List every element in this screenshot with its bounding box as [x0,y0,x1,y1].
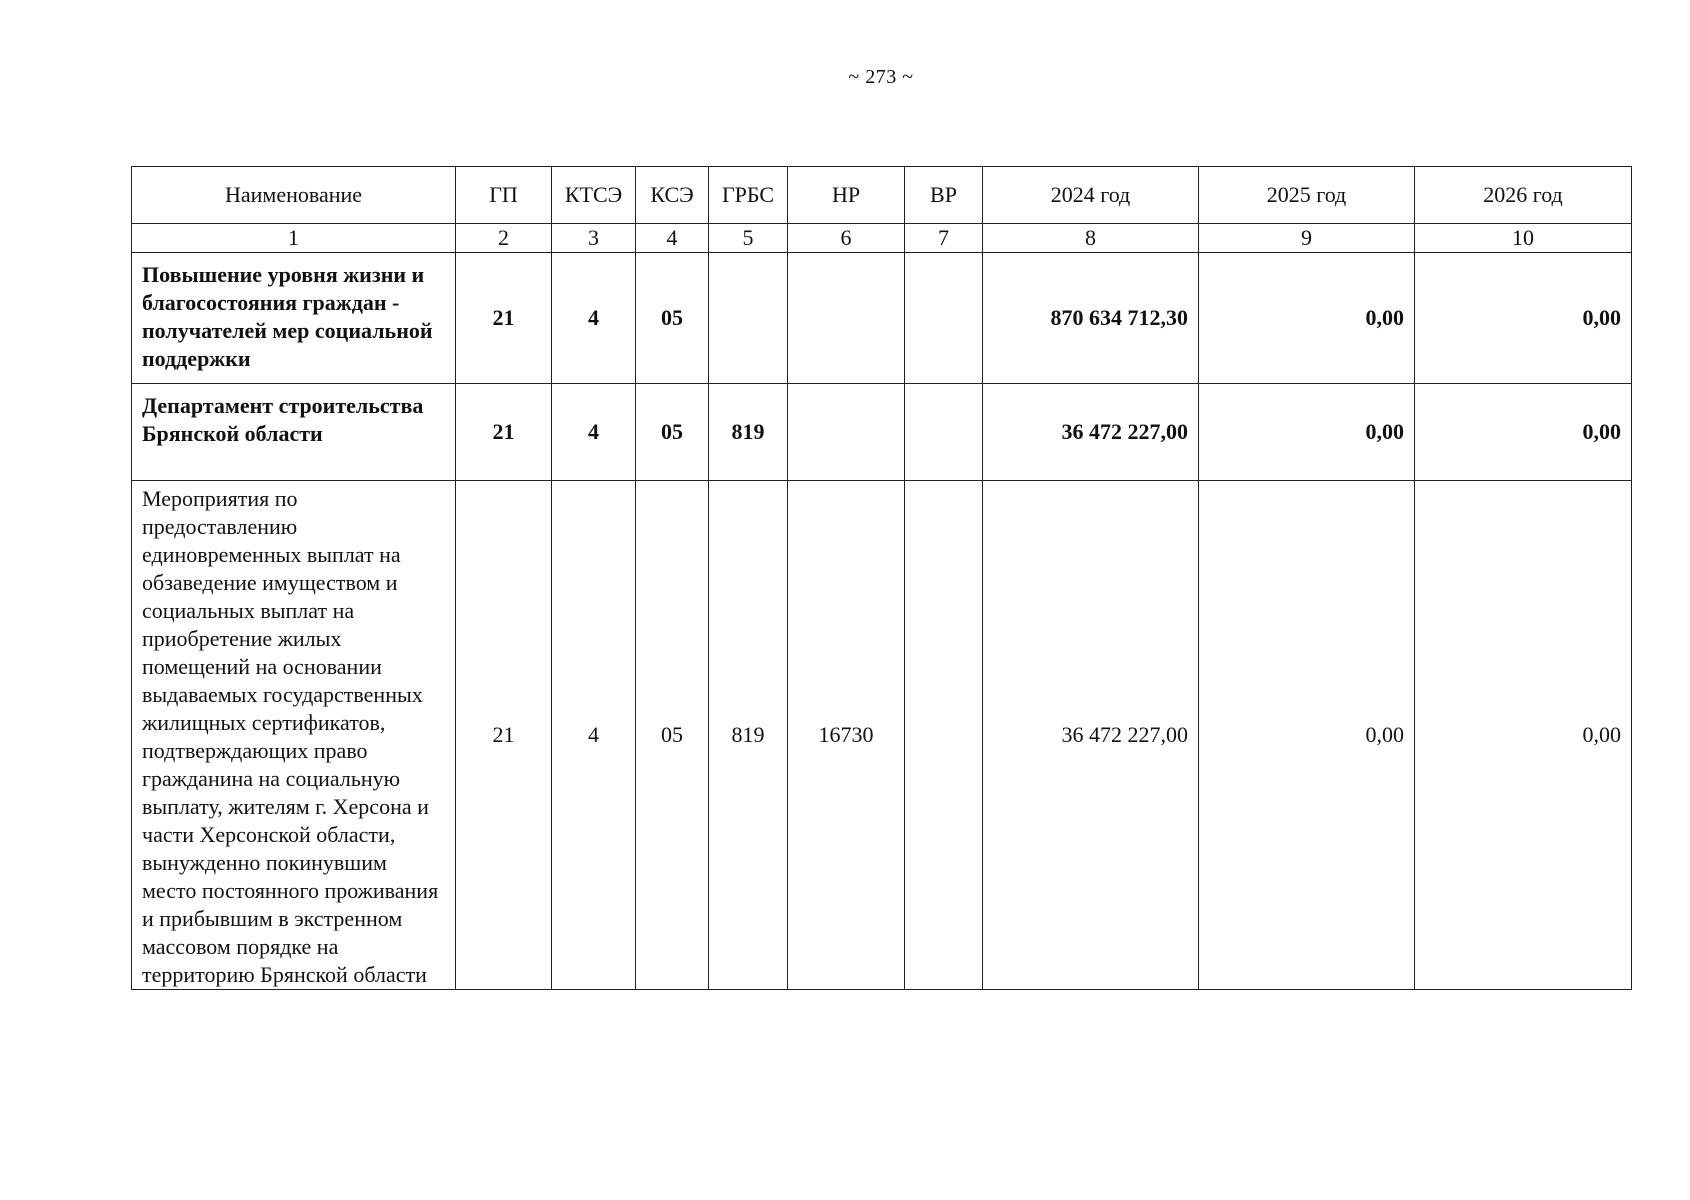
header-kse: КСЭ [636,167,709,224]
header-2026: 2026 год [1415,167,1632,224]
row-nr [788,253,905,384]
row-grbs [709,253,788,384]
table-row [132,481,1632,990]
header-grbs: ГРБС [709,167,788,224]
header-2024: 2024 год [983,167,1199,224]
row-kse: 05 [636,481,709,990]
row-nr [788,384,905,481]
table-row [132,253,1632,384]
header-gp: ГП [456,167,552,224]
column-number-row [132,224,1632,253]
header-2025: 2025 год [1199,167,1415,224]
header-row [132,167,1632,224]
row-gp: 21 [456,481,552,990]
column-number: 4 [636,224,709,253]
table-row [132,384,1632,481]
row-amount-2024: 36 472 227,00 [983,481,1199,990]
column-number: 9 [1199,224,1415,253]
column-number: 1 [132,224,456,253]
header-nr: НР [788,167,905,224]
row-amount-2024: 870 634 712,30 [983,253,1199,384]
column-number: 3 [552,224,636,253]
row-ktse: 4 [552,384,636,481]
row-gp: 21 [456,384,552,481]
column-number: 2 [456,224,552,253]
row-kse: 05 [636,253,709,384]
row-amount-2025: 0,00 [1199,384,1415,481]
row-ktse: 4 [552,481,636,990]
budget-table [131,166,1632,990]
column-number: 10 [1415,224,1632,253]
column-number: 7 [905,224,983,253]
row-amount-2026: 0,00 [1415,253,1632,384]
row-ktse: 4 [552,253,636,384]
row-amount-2025: 0,00 [1199,481,1415,990]
column-number: 8 [983,224,1199,253]
row-amount-2025: 0,00 [1199,253,1415,384]
row-name: Повышение уровня жизни и благосостояния граждан - получателей мер социальной поддержки [132,253,456,384]
row-vr [905,481,983,990]
row-vr [905,384,983,481]
row-grbs: 819 [709,384,788,481]
row-grbs: 819 [709,481,788,990]
row-kse: 05 [636,384,709,481]
row-gp: 21 [456,253,552,384]
row-nr: 16730 [788,481,905,990]
row-vr [905,253,983,384]
page-number: ~ 273 ~ [848,66,914,88]
row-amount-2026: 0,00 [1415,481,1632,990]
header-name: Наименование [132,167,456,224]
header-ktse: КТСЭ [552,167,636,224]
row-amount-2024: 36 472 227,00 [983,384,1199,481]
column-number: 5 [709,224,788,253]
header-vr: ВР [905,167,983,224]
column-number: 6 [788,224,905,253]
row-name: Департамент строительства Брянской области [132,384,456,481]
row-name: Мероприятия по предоставлению единовременных выплат на обзаведение имуществом и социальных выплат на приобретение жилых помещений на основании выдаваемых государственных жилищных сертификатов, подтверждающих право гражданина на социальную выплату, жителям г. Херсона и части Херсонской области, вынужденно покинувшим место постоянного проживания и прибывшим в экстренном массовом порядке на территорию Брянской области [132,481,456,990]
row-amount-2026: 0,00 [1415,384,1632,481]
